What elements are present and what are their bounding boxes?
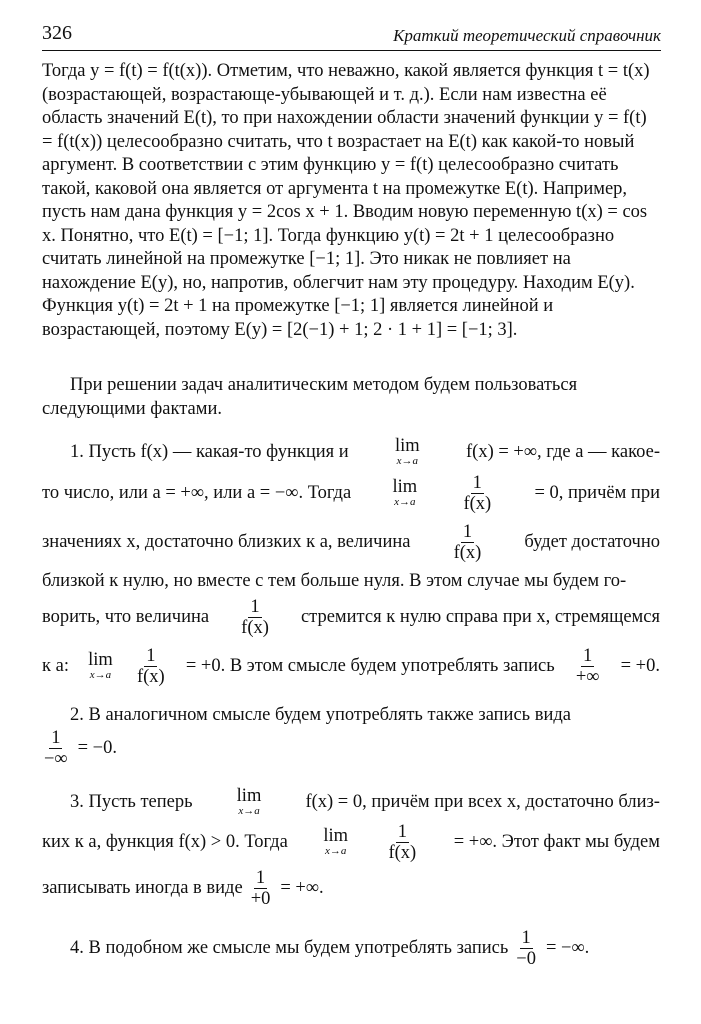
item2-line1: 2. В аналогичном смысле будем употреблять также запись вида xyxy=(70,704,571,725)
item1-line4: близкой к нулю, но вместе с тем больше нуля. В этом случае мы будем го- xyxy=(42,570,627,591)
item3-line2: ких к a, функция f(x) > 0. Тогда lim x→a $\frac{1}{f(x)}$ = +∞. Этот факт мы будем xyxy=(42,821,660,863)
fraction: $\frac{1}{+\infty}$ xyxy=(575,645,600,687)
limit-expression: lim x→a xyxy=(392,477,418,508)
item1-line1: 1. Пусть f(x) — какая-то функция и lim x→a f(x) = +∞, где a — какое- xyxy=(70,436,660,467)
facts-intro-paragraph: При решении задач аналитическим методом будем пользоваться следующими фактами. xyxy=(42,375,578,419)
item1-line5: ворить, что величина $\frac{1}{f(x)}$ стремится к нулю справа при x, стремящемся xyxy=(42,596,660,638)
fraction: $\frac{1}{-\infty}$ xyxy=(44,727,68,769)
fraction: $\frac{1}{+0}$ xyxy=(250,867,271,909)
page-header xyxy=(42,20,661,48)
item1-line2: то число, или a = +∞, или a = −∞. Тогда lim x→a $\frac{1}{f(x)}$ = 0, причём при xyxy=(42,472,660,514)
item3-line3: записывать иногда в виде $\frac{1}{+0}$ = +∞. xyxy=(42,867,324,909)
item1-line6: к a: lim x→a $\frac{1}{f(x)}$ = +0. В этом смысле будем употреблять запись $\frac{1}{+\infty}$ = +0. xyxy=(42,645,660,687)
page-number: 326 xyxy=(42,22,72,44)
fraction: $\frac{1}{f(x)}$ xyxy=(453,521,482,563)
item1-line3: значениях x, достаточно близких к a, величина $\frac{1}{f(x)}$ будет достаточно xyxy=(42,521,660,563)
item4-line1: 4. В подобном же смысле мы будем употреблять запись $\frac{1}{-0}$ = −∞. xyxy=(70,927,590,969)
item3-line1: 3. Пусть теперь lim x→a f(x) = 0, причём при всех x, достаточно близ- xyxy=(70,786,660,817)
running-title: Краткий теоретический справочник xyxy=(393,26,661,45)
intro-paragraph: Тогда y = f(t) = f(t(x)). Отметим, что неважно, какой является функция t = t(x) (возрастающей, возрастающе-убывающей и т. д.). Если нам известна её область значений E(t), то при нахождении области значений функции y = f(t) = f(t(x)) целесообразно считать, что t возрастает на E(t) как какой-то новый аргумент. В соответствии с этим функцию y = f(t) целесообразно считать такой, каковой она является от аргумента t на промежутке E(t). Например, пусть нам дана функция y = 2cos x + 1. Вводим новую переменную t(x) = cos x. Понятно, что E(t) = [−1; 1]. Тогда функцию y(t) = 2t + 1 целесообразно считать линейной на промежутке [−1; 1]. Это никак не повлияет на нахождение E(y), но, напротив, облегчит нам эту процедуру. Находим E(y). Функция y(t) = 2t + 1 на промежутке [−1; 1] является линейной и возрастающей, поэтому E(y) = [2(−1) + 1; 2 · 1 + 1] = [−1; 3]. xyxy=(42,61,650,340)
fraction: $\frac{1}{f(x)}$ xyxy=(388,821,417,863)
limit-expression: lim x→a xyxy=(395,436,420,467)
fraction: $\frac{1}{f(x)}$ xyxy=(241,596,269,638)
item2-line2: $\frac{1}{-\infty}$ = −0. xyxy=(44,727,117,769)
fraction: $\frac{1}{-0}$ xyxy=(516,927,536,969)
header-rule xyxy=(42,50,661,51)
limit-expression: lim x→a xyxy=(88,650,113,681)
fraction: $\frac{1}{f(x)}$ xyxy=(136,645,165,687)
fraction: $\frac{1}{f(x)}$ xyxy=(463,472,492,514)
limit-expression: lim x→a xyxy=(236,786,262,817)
limit-expression: lim x→a xyxy=(323,826,348,857)
